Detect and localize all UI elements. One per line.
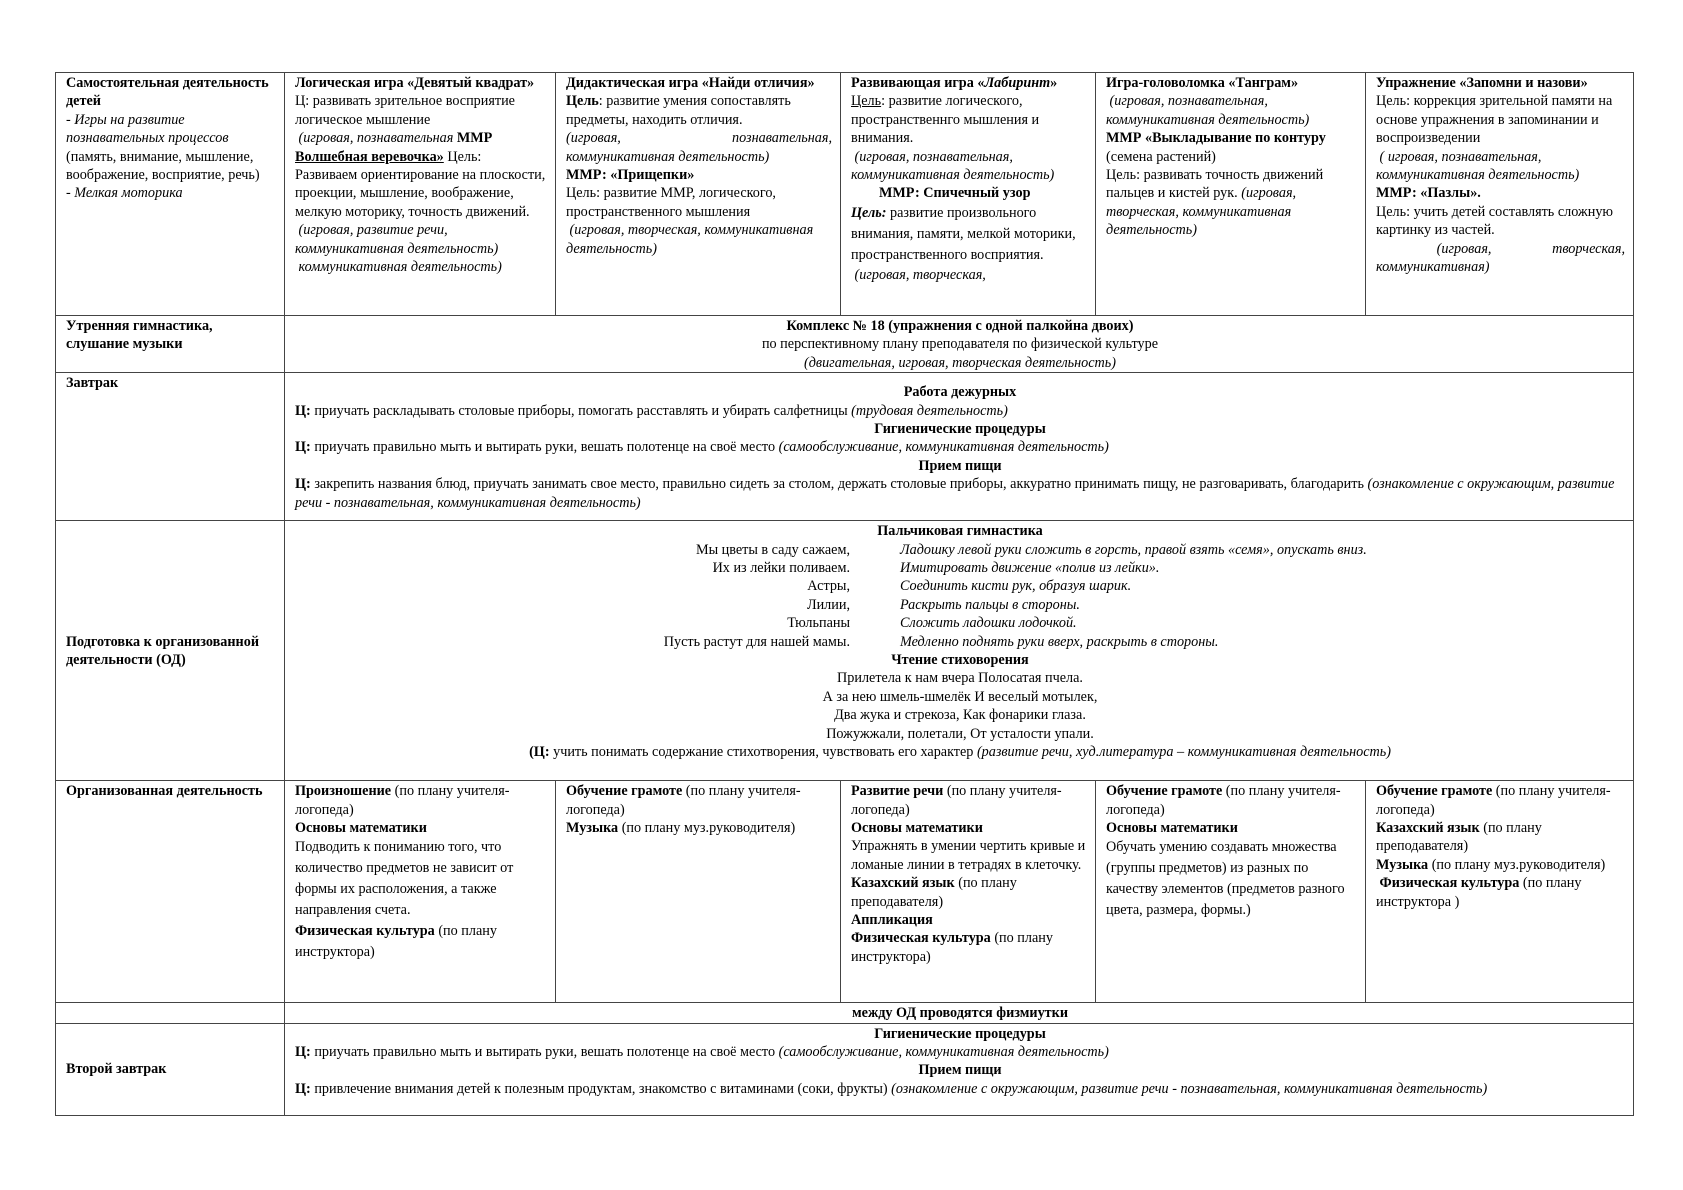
activity-title: Упражнение «Запомни и назови» (1376, 75, 1588, 91)
goal-tag: (ознакомление с окружающим, развитие речи - познавательная, коммуникативная деятельность) (295, 476, 1615, 511)
gym-subtitle: по перспективному плану преподавателя по физической культуре (761, 336, 1159, 353)
activity-tag: (игровая, познавательная (298, 130, 454, 147)
activity-title-prefix: Развивающая игра « (851, 75, 985, 91)
goal-label: Цель: (447, 148, 482, 165)
goal-label: (Ц: (529, 744, 550, 761)
goal-label: Ц: (295, 1044, 311, 1061)
subject-name: Физическая культура (851, 930, 991, 947)
activity-tag-text: (игровая, развитие речи, коммуникативная деятельность) (295, 222, 499, 257)
activity-title: Логическая игра «Девятый квадрат» (295, 75, 535, 91)
activity-tag-text: (игровая, творческая, (854, 266, 986, 283)
label-title: Самостоятельная деятельность детей (66, 75, 269, 110)
subject-name: Произношение (295, 783, 392, 800)
verse-action: Имитировать движение «полив из лейки». (900, 560, 1160, 577)
subject-line (566, 782, 832, 819)
activity-tag-text: (игровая, познавательная, коммуникативная деятельность) (1106, 93, 1310, 128)
subject-name: Обучение грамоте (1376, 783, 1493, 800)
activity-goal-line (851, 92, 1087, 147)
goal-text: приучать правильно мыть и вытирать руки, вешать полотенце на своё место (310, 1044, 779, 1061)
poem-line: А за нею шмель-шмелёк И веселый мотылек, (822, 688, 1098, 705)
poem-line: Прилетела к нам вчера Полосатая пчела. (837, 670, 1083, 687)
mmr-label: ММР: «Прищепки» (566, 167, 695, 184)
subject-note: (по плану преподавателя) (851, 875, 1017, 910)
subject-name: Казахский язык (851, 875, 955, 892)
verse-line (295, 541, 1625, 559)
activity-tag: (игровая, познавательная, коммуникативная деятельность) (566, 130, 832, 165)
subject-line (295, 782, 547, 819)
mmr-label: ММР: «Пазлы». (1376, 185, 1481, 202)
subject-name: Физическая культура (295, 923, 435, 940)
goal-tag: (трудовая деятельность) (851, 402, 1008, 419)
subject-name: Музыка (566, 820, 619, 837)
subject-note: (по плану учителя-логопеда) (1376, 783, 1611, 818)
label-line: - Мелкая моторика (66, 185, 183, 202)
subject-name: Аппликация (851, 912, 933, 929)
section-heading: Прием пищи (918, 1062, 1002, 1079)
verse-line (295, 614, 1625, 632)
second-breakfast-content (285, 1023, 1634, 1115)
mmr-name: Волшебная веревочка» (295, 148, 444, 165)
verse-line (295, 577, 1625, 595)
mmr-note: (семена растений) (1106, 148, 1216, 165)
subject-name: Физическая культура (1379, 875, 1520, 892)
subject-name: Основы математики (851, 820, 983, 837)
row-label-second-breakfast: Второй завтрак (56, 1023, 285, 1115)
verse-text: Мы цветы в саду сажаем, (695, 541, 850, 558)
subject-line (1376, 874, 1625, 911)
verse-line (295, 596, 1625, 614)
subject-note: (по плану инструктора) (851, 930, 1053, 965)
od-cell-4 (1096, 781, 1366, 1003)
goal-label: Цель (566, 93, 599, 110)
section-heading: Гигиенические процедуры (874, 421, 1046, 438)
section-heading: Прием пищи (918, 457, 1002, 474)
poem-line: Два жука и стрекоза, Как фонарики глаза. (834, 707, 1086, 724)
subject-name: Основы математики (295, 820, 427, 837)
goal-label: Ц: (295, 402, 311, 419)
goal-text: закрепить названия блюд, приучать занимать свое место, правильно сидеть за столом, держать столовые приборы, аккуратно принимать пищу, не разговаривать, благодарить (310, 476, 1368, 493)
activity-cell-3 (841, 73, 1096, 316)
verse-line (295, 633, 1625, 651)
mmr-label: ММР: Спичечный узор (879, 185, 1031, 202)
morning-gym-row (56, 316, 1634, 373)
independent-activity-row (56, 73, 1634, 316)
activity-tag: (игровая, творческая, коммуникативная деятельность) (1106, 185, 1297, 239)
verse-text: Тюльпаны (787, 615, 850, 632)
activity-title-name: Лабиринт (984, 75, 1051, 91)
row-label-organized-activity: Организованная деятельность (56, 781, 285, 1003)
organized-activity-row (56, 781, 1634, 1003)
subject-note: (по плану муз.руководителя) (618, 820, 796, 837)
mmr-label: ММР «Выкладывание по контуру (1106, 130, 1326, 147)
subject-line (1376, 782, 1625, 819)
goal-label: Цель: (851, 204, 887, 221)
between-od-note: между ОД проводятся физмиутки (285, 1003, 1634, 1023)
subject-name: Музыка (1376, 856, 1429, 873)
activity-title: Игра-головоломка «Танграм» (1106, 75, 1299, 91)
activity-cell-2 (556, 73, 841, 316)
activity-tag-text: (игровая, познавательная, коммуникативная деятельность) (851, 148, 1055, 184)
activity-cell-4 (1096, 73, 1366, 316)
activity-tag-text: (игровая, творческая, коммуникативная деятельность) (566, 222, 814, 257)
activity-tag (851, 148, 1087, 185)
activity-goal: : развитие умения сопоставлять предметы, находить отличия. (566, 93, 791, 128)
goal-line (295, 1080, 1625, 1098)
daily-plan-table (55, 72, 1634, 1116)
subject-line (1376, 819, 1625, 856)
activity-title (851, 74, 1087, 92)
section-heading: Работа дежурных (903, 384, 1017, 401)
activity-tag (1106, 92, 1357, 129)
verse-action: Соединить кисти рук, образуя шарик. (900, 578, 1132, 595)
activity-tag-text: коммуникативная деятельность) (298, 259, 502, 276)
empty-label-cell (56, 1003, 285, 1023)
verse-line (295, 559, 1625, 577)
verse-text: Лилии, (806, 596, 850, 613)
od-cell-3 (841, 781, 1096, 1003)
goal-line (295, 475, 1625, 512)
subject-name: Развитие речи (851, 783, 944, 800)
mmr-label: ММР (456, 130, 493, 147)
activity-goal-line (851, 203, 1087, 266)
activity-goal: Цель: развивать точность движений пальцев и кистей рук. (1106, 167, 1324, 202)
breakfast-content (285, 373, 1634, 521)
goal-line (295, 438, 1625, 456)
subject-text: Подводить к пониманию того, что количество предметов не зависит от формы их расположения, а также направления счета. (295, 839, 514, 919)
activity-goal: Ц: развивать зрительное восприятие логическое мышление (295, 93, 515, 128)
od-cell-1 (285, 781, 556, 1003)
subject-text: Упражнять в умении чертить кривые и ломаные линии в тетрадях в клеточку. (851, 838, 1086, 873)
row-label-morning-gym: Утренняя гимнастика, слушание музыки (56, 316, 285, 373)
section-heading: Чтение стиховорения (891, 652, 1029, 669)
verse-action: Ладошку левой руки сложить в горсть, правой взять «семя», опускать вниз. (900, 541, 1367, 558)
activity-tag-text: (игровая, творческая, коммуникативная) (1376, 240, 1625, 276)
poem-line: Пожужжали, полетали, От усталости упали. (826, 725, 1094, 742)
label-line: (память, внимание, мышление, воображение, восприятие, речь) (66, 148, 260, 184)
row-label-preparation: Подготовка к организованной деятельности (ОД) (56, 521, 285, 781)
od-cell-2 (556, 781, 841, 1003)
subject-line (851, 929, 1087, 966)
goal-label: Ц: (295, 439, 311, 456)
activity-goal: Цель: учить детей составлять сложную картинку из частей. (1376, 203, 1614, 239)
goal-text: приучать правильно мыть и вытирать руки, вешать полотенце на своё место (310, 439, 779, 456)
subject-line (566, 819, 832, 837)
verse-text: Пусть растут для нашей мамы. (663, 633, 850, 650)
verse-text: Их из лейки поливаем. (712, 560, 850, 577)
gym-content (285, 316, 1634, 373)
gym-tags: (двигательная, игровая, творческая деятельность) (804, 354, 1116, 371)
goal-tag: (самообслуживание, коммуникативная деятельность) (778, 439, 1109, 456)
activity-cell-5 (1366, 73, 1634, 316)
goal-text: учить понимать содержание стихотворения, чувствовать его характер (549, 744, 977, 761)
goal-label: Цель (851, 93, 882, 110)
activity-goal-line (1106, 166, 1357, 240)
subject-line (1106, 782, 1357, 819)
goal-label: Ц: (295, 1080, 311, 1097)
activity-tag (566, 221, 832, 258)
section-heading: Гигиенические процедуры (874, 1025, 1046, 1042)
gym-title: Комплекс № 18 (упражнения с одной палкойна двоих) (786, 318, 1134, 334)
mmr-line (295, 148, 547, 166)
activity-tag (1376, 148, 1625, 185)
activity-tag-text: ( игровая, познавательная, коммуникативная деятельность) (1376, 148, 1580, 184)
subject-note: (по плану муз.руководителя) (1428, 856, 1606, 873)
goal-line (295, 402, 1625, 420)
between-od-row (56, 1003, 1634, 1023)
activity-title-line (566, 74, 832, 129)
subject-note: (по плану инструктора) (295, 923, 497, 961)
activity-goal: Цель: развитие ММР, логического, пространственного мышления (566, 185, 776, 220)
activity-goal: : развитие логического, пространственнго мышления и внимания. (851, 93, 1040, 147)
verse-action: Медленно поднять руки вверх, раскрыть в стороны. (900, 633, 1219, 650)
mmr-line (1106, 129, 1357, 166)
subject-name: Обучение грамоте (1106, 783, 1223, 800)
subject-name: Казахский язык (1376, 820, 1480, 837)
preparation-content (285, 521, 1634, 781)
subject-text: Обучать умению создавать множества (группы предметов) из разных по качеству элементов (предметов разного цвета, размера, формы.) (1106, 839, 1345, 919)
subject-note: (по плану учителя-логопеда) (851, 783, 1062, 818)
subject-name: Основы математики (1106, 820, 1238, 837)
subject-note: (по плану учителя-логопеда) (295, 783, 510, 818)
goal-tag: (ознакомление с окружающим, развитие речи - познавательная, коммуникативная деятельность) (891, 1080, 1488, 1097)
goal-label: Ц: (295, 476, 311, 493)
verse-action: Сложить ладошки лодочкой. (900, 615, 1077, 632)
goal-line (295, 1043, 1625, 1061)
activity-cell-1 (285, 73, 556, 316)
row-label-breakfast: Завтрак (56, 373, 285, 521)
goal-text: приучать раскладывать столовые приборы, помогать расставлять и убирать салфетницы (310, 402, 852, 419)
subject-note: (по плану инструктора ) (1376, 875, 1582, 910)
goal-tag: (самообслуживание, коммуникативная деятельность) (778, 1044, 1109, 1061)
goal-tag: (развитие речи, худ.литература – коммуникативная деятельность) (976, 744, 1391, 761)
activity-tag (295, 258, 547, 276)
activity-title-suffix: » (1050, 75, 1058, 91)
section-heading: Пальчиковая гимнастика (877, 523, 1043, 540)
subject-line (1376, 856, 1625, 874)
activity-goal: Развиваем ориентирование на плоскости, проекции, мышление, воображение, мелкую моторику, точность движений. (295, 167, 546, 220)
subject-note: (по плану учителя-логопеда) (1106, 783, 1341, 818)
activity-goal: развитие произвольного внимания, памяти, мелкой моторики, пространственного восприятия. (851, 204, 1076, 263)
goal-text: привлечение внимания детей к полезным продуктам, знакомство с витаминами (соки, фрукты) (310, 1080, 892, 1097)
preparation-row (56, 521, 1634, 781)
verse-text: Астры, (807, 578, 850, 595)
label-line: - Игры на развитие познавательных процессов (66, 111, 229, 147)
subject-name: Обучение грамоте (566, 783, 683, 800)
subject-line (295, 921, 547, 963)
activity-goal: Цель: коррекция зрительной памяти на основе упражнения в запоминании и воспроизведении (1376, 93, 1613, 147)
subject-line (851, 782, 1087, 819)
goal-line (295, 743, 1625, 761)
activity-tag (851, 266, 1087, 284)
activity-tag (295, 221, 547, 258)
activity-tag-line (295, 129, 547, 147)
activity-tag (1376, 240, 1625, 277)
subject-line (851, 874, 1087, 911)
subject-note: (по плану преподавателя) (1376, 820, 1542, 855)
second-breakfast-row (56, 1023, 1634, 1115)
verse-action: Раскрыть пальцы в стороны. (900, 596, 1080, 613)
breakfast-row (56, 373, 1634, 521)
activity-title: Дидактическая игра «Найди отличия» (566, 75, 815, 91)
od-cell-5 (1366, 781, 1634, 1003)
row-label-independent-activity (56, 73, 285, 316)
subject-note: (по плану учителя-логопеда) (566, 783, 801, 818)
